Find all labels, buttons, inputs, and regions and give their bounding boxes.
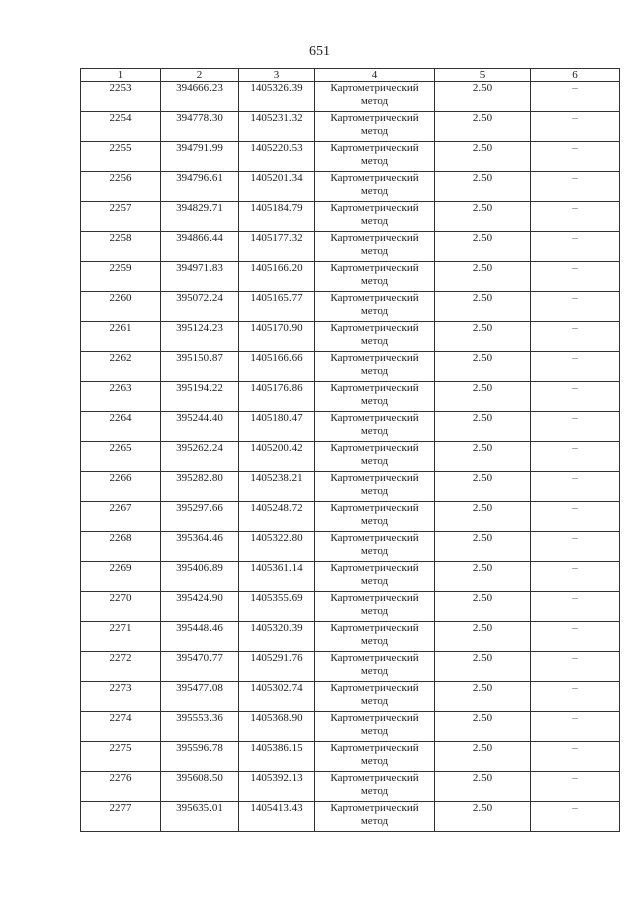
x-coordinate-cell: 395424.90: [161, 592, 239, 622]
point-number-cell: 2258: [81, 232, 161, 262]
table-row: [81, 622, 620, 652]
table-row: [81, 772, 620, 802]
point-number-cell: 2257: [81, 202, 161, 232]
method-line-2: метод: [360, 485, 389, 497]
method-line-2: метод: [360, 185, 389, 197]
method-line-2: метод: [360, 155, 389, 167]
y-coordinate-cell: 1405166.20: [239, 262, 315, 292]
x-coordinate-cell: 395124.23: [161, 322, 239, 352]
method-line-1: Картометрический: [330, 802, 419, 814]
method-line-2: метод: [360, 455, 389, 467]
table-row: [81, 652, 620, 682]
method-line-2: метод: [360, 95, 389, 107]
method-line-2: метод: [360, 695, 389, 707]
accuracy-cell: 2.50: [435, 292, 531, 322]
x-coordinate-cell: 395596.78: [161, 742, 239, 772]
method-line-1: Картометрический: [330, 472, 419, 484]
x-coordinate-cell: 395072.24: [161, 292, 239, 322]
y-coordinate-cell: 1405231.32: [239, 112, 315, 142]
table-row: [81, 592, 620, 622]
accuracy-cell: 2.50: [435, 592, 531, 622]
table-row: [81, 412, 620, 442]
y-coordinate-cell: 1405176.86: [239, 382, 315, 412]
table-row: [81, 532, 620, 562]
y-coordinate-cell: 1405302.74: [239, 682, 315, 712]
method-line-1: Картометрический: [330, 622, 419, 634]
column-header-5: 5: [435, 69, 531, 82]
accuracy-cell: 2.50: [435, 562, 531, 592]
point-number-cell: 2267: [81, 502, 161, 532]
accuracy-cell: 2.50: [435, 502, 531, 532]
y-coordinate-cell: 1405248.72: [239, 502, 315, 532]
description-cell: –: [531, 352, 620, 382]
description-cell: –: [531, 682, 620, 712]
x-coordinate-cell: 395608.50: [161, 772, 239, 802]
table-row: [81, 202, 620, 232]
accuracy-cell: 2.50: [435, 532, 531, 562]
y-coordinate-cell: 1405355.69: [239, 592, 315, 622]
method-line-2: метод: [360, 245, 389, 257]
method-line-2: метод: [360, 815, 389, 827]
description-cell: –: [531, 202, 620, 232]
method-cell: [315, 682, 435, 712]
method-cell: [315, 652, 435, 682]
column-header-3: 3: [239, 69, 315, 82]
accuracy-cell: 2.50: [435, 112, 531, 142]
x-coordinate-cell: 395297.66: [161, 502, 239, 532]
x-coordinate-cell: 395635.01: [161, 802, 239, 832]
column-header-6: 6: [531, 69, 620, 82]
method-line-1: Картометрический: [330, 742, 419, 754]
method-line-2: метод: [360, 545, 389, 557]
method-cell: [315, 622, 435, 652]
point-number-cell: 2275: [81, 742, 161, 772]
method-cell: [315, 262, 435, 292]
description-cell: –: [531, 622, 620, 652]
accuracy-cell: 2.50: [435, 442, 531, 472]
accuracy-cell: 2.50: [435, 262, 531, 292]
accuracy-cell: 2.50: [435, 412, 531, 442]
table-header: [81, 69, 620, 82]
column-header-2: 2: [161, 69, 239, 82]
method-line-2: метод: [360, 575, 389, 587]
description-cell: –: [531, 322, 620, 352]
y-coordinate-cell: 1405326.39: [239, 82, 315, 112]
x-coordinate-cell: 395477.08: [161, 682, 239, 712]
method-cell: [315, 532, 435, 562]
table-row: [81, 442, 620, 472]
y-coordinate-cell: 1405177.32: [239, 232, 315, 262]
table-row: [81, 742, 620, 772]
method-line-1: Картометрический: [330, 142, 419, 154]
y-coordinate-cell: 1405184.79: [239, 202, 315, 232]
point-number-cell: 2253: [81, 82, 161, 112]
table-body: [81, 82, 620, 832]
table-row: [81, 142, 620, 172]
method-line-1: Картометрический: [330, 202, 419, 214]
table-row: [81, 472, 620, 502]
header-row: [81, 69, 620, 82]
method-line-2: метод: [360, 125, 389, 137]
accuracy-cell: 2.50: [435, 202, 531, 232]
method-line-2: метод: [360, 665, 389, 677]
description-cell: –: [531, 412, 620, 442]
x-coordinate-cell: 394791.99: [161, 142, 239, 172]
point-number-cell: 2277: [81, 802, 161, 832]
table-row: [81, 322, 620, 352]
point-number-cell: 2276: [81, 772, 161, 802]
column-header-4: 4: [315, 69, 435, 82]
y-coordinate-cell: 1405180.47: [239, 412, 315, 442]
method-cell: [315, 172, 435, 202]
accuracy-cell: 2.50: [435, 802, 531, 832]
point-number-cell: 2264: [81, 412, 161, 442]
method-line-2: метод: [360, 425, 389, 437]
method-line-1: Картометрический: [330, 412, 419, 424]
method-cell: [315, 472, 435, 502]
method-line-1: Картометрический: [330, 502, 419, 514]
x-coordinate-cell: 395150.87: [161, 352, 239, 382]
method-line-1: Картометрический: [330, 562, 419, 574]
method-line-1: Картометрический: [330, 352, 419, 364]
x-coordinate-cell: 394829.71: [161, 202, 239, 232]
y-coordinate-cell: 1405361.14: [239, 562, 315, 592]
y-coordinate-cell: 1405392.13: [239, 772, 315, 802]
method-line-2: метод: [360, 515, 389, 527]
y-coordinate-cell: 1405201.34: [239, 172, 315, 202]
accuracy-cell: 2.50: [435, 232, 531, 262]
y-coordinate-cell: 1405386.15: [239, 742, 315, 772]
method-line-2: метод: [360, 605, 389, 617]
point-number-cell: 2260: [81, 292, 161, 322]
y-coordinate-cell: 1405368.90: [239, 712, 315, 742]
table-row: [81, 82, 620, 112]
table-row: [81, 562, 620, 592]
description-cell: –: [531, 172, 620, 202]
y-coordinate-cell: 1405200.42: [239, 442, 315, 472]
method-cell: [315, 232, 435, 262]
table-row: [81, 352, 620, 382]
page-number: 651: [309, 44, 330, 59]
point-number-cell: 2272: [81, 652, 161, 682]
y-coordinate-cell: 1405170.90: [239, 322, 315, 352]
method-cell: [315, 352, 435, 382]
x-coordinate-cell: 395553.36: [161, 712, 239, 742]
method-cell: [315, 292, 435, 322]
method-cell: [315, 742, 435, 772]
description-cell: –: [531, 742, 620, 772]
point-number-cell: 2261: [81, 322, 161, 352]
description-cell: –: [531, 382, 620, 412]
method-cell: [315, 772, 435, 802]
description-cell: –: [531, 802, 620, 832]
y-coordinate-cell: 1405413.43: [239, 802, 315, 832]
x-coordinate-cell: 394971.83: [161, 262, 239, 292]
point-number-cell: 2256: [81, 172, 161, 202]
method-line-1: Картометрический: [330, 382, 419, 394]
point-number-cell: 2255: [81, 142, 161, 172]
y-coordinate-cell: 1405238.21: [239, 472, 315, 502]
method-cell: [315, 712, 435, 742]
method-cell: [315, 202, 435, 232]
point-number-cell: 2262: [81, 352, 161, 382]
accuracy-cell: 2.50: [435, 622, 531, 652]
method-cell: [315, 112, 435, 142]
table-row: [81, 262, 620, 292]
accuracy-cell: 2.50: [435, 172, 531, 202]
description-cell: –: [531, 82, 620, 112]
accuracy-cell: 2.50: [435, 472, 531, 502]
accuracy-cell: 2.50: [435, 772, 531, 802]
accuracy-cell: 2.50: [435, 682, 531, 712]
y-coordinate-cell: 1405166.66: [239, 352, 315, 382]
description-cell: –: [531, 772, 620, 802]
table-row: [81, 232, 620, 262]
description-cell: –: [531, 652, 620, 682]
method-line-1: Картометрический: [330, 232, 419, 244]
method-cell: [315, 502, 435, 532]
method-cell: [315, 562, 435, 592]
point-number-cell: 2268: [81, 532, 161, 562]
method-line-1: Картометрический: [330, 532, 419, 544]
method-line-1: Картометрический: [330, 652, 419, 664]
method-line-2: метод: [360, 335, 389, 347]
method-line-1: Картометрический: [330, 322, 419, 334]
description-cell: –: [531, 442, 620, 472]
method-line-1: Картометрический: [330, 592, 419, 604]
method-cell: [315, 322, 435, 352]
x-coordinate-cell: 395194.22: [161, 382, 239, 412]
x-coordinate-cell: 394666.23: [161, 82, 239, 112]
method-line-1: Картометрический: [330, 712, 419, 724]
accuracy-cell: 2.50: [435, 382, 531, 412]
method-line-2: метод: [360, 635, 389, 647]
y-coordinate-cell: 1405320.39: [239, 622, 315, 652]
method-cell: [315, 802, 435, 832]
method-line-1: Картометрический: [330, 112, 419, 124]
x-coordinate-cell: 394796.61: [161, 172, 239, 202]
y-coordinate-cell: 1405220.53: [239, 142, 315, 172]
point-number-cell: 2263: [81, 382, 161, 412]
coordinates-table: [80, 68, 620, 832]
description-cell: –: [531, 472, 620, 502]
description-cell: –: [531, 562, 620, 592]
x-coordinate-cell: 395406.89: [161, 562, 239, 592]
description-cell: –: [531, 532, 620, 562]
y-coordinate-cell: 1405322.80: [239, 532, 315, 562]
point-number-cell: 2265: [81, 442, 161, 472]
method-line-1: Картометрический: [330, 262, 419, 274]
method-line-1: Картометрический: [330, 682, 419, 694]
point-number-cell: 2254: [81, 112, 161, 142]
description-cell: –: [531, 712, 620, 742]
method-cell: [315, 382, 435, 412]
table-row: [81, 112, 620, 142]
y-coordinate-cell: 1405165.77: [239, 292, 315, 322]
accuracy-cell: 2.50: [435, 712, 531, 742]
description-cell: –: [531, 142, 620, 172]
x-coordinate-cell: 395244.40: [161, 412, 239, 442]
accuracy-cell: 2.50: [435, 352, 531, 382]
method-cell: [315, 82, 435, 112]
method-line-2: метод: [360, 725, 389, 737]
method-line-1: Картометрический: [330, 172, 419, 184]
method-line-2: метод: [360, 365, 389, 377]
method-line-2: метод: [360, 275, 389, 287]
accuracy-cell: 2.50: [435, 652, 531, 682]
point-number-cell: 2273: [81, 682, 161, 712]
column-header-1: 1: [81, 69, 161, 82]
method-line-1: Картометрический: [330, 772, 419, 784]
description-cell: –: [531, 502, 620, 532]
description-cell: –: [531, 292, 620, 322]
description-cell: –: [531, 112, 620, 142]
description-cell: –: [531, 262, 620, 292]
point-number-cell: 2259: [81, 262, 161, 292]
table-row: [81, 502, 620, 532]
x-coordinate-cell: 395282.80: [161, 472, 239, 502]
method-line-1: Картометрический: [330, 82, 419, 94]
method-cell: [315, 442, 435, 472]
method-cell: [315, 142, 435, 172]
method-line-2: метод: [360, 785, 389, 797]
description-cell: –: [531, 232, 620, 262]
table-row: [81, 712, 620, 742]
accuracy-cell: 2.50: [435, 742, 531, 772]
x-coordinate-cell: 395364.46: [161, 532, 239, 562]
accuracy-cell: 2.50: [435, 82, 531, 112]
method-cell: [315, 412, 435, 442]
table-row: [81, 682, 620, 712]
point-number-cell: 2274: [81, 712, 161, 742]
method-line-2: метод: [360, 215, 389, 227]
method-cell: [315, 592, 435, 622]
method-line-1: Картометрический: [330, 292, 419, 304]
accuracy-cell: 2.50: [435, 322, 531, 352]
point-number-cell: 2271: [81, 622, 161, 652]
method-line-2: метод: [360, 755, 389, 767]
table-row: [81, 802, 620, 832]
point-number-cell: 2270: [81, 592, 161, 622]
x-coordinate-cell: 395262.24: [161, 442, 239, 472]
method-line-2: метод: [360, 395, 389, 407]
y-coordinate-cell: 1405291.76: [239, 652, 315, 682]
table-row: [81, 382, 620, 412]
method-line-2: метод: [360, 305, 389, 317]
description-cell: –: [531, 592, 620, 622]
x-coordinate-cell: 394866.44: [161, 232, 239, 262]
x-coordinate-cell: 394778.30: [161, 112, 239, 142]
table-row: [81, 292, 620, 322]
accuracy-cell: 2.50: [435, 142, 531, 172]
x-coordinate-cell: 395448.46: [161, 622, 239, 652]
method-line-1: Картометрический: [330, 442, 419, 454]
point-number-cell: 2266: [81, 472, 161, 502]
table-row: [81, 172, 620, 202]
point-number-cell: 2269: [81, 562, 161, 592]
x-coordinate-cell: 395470.77: [161, 652, 239, 682]
